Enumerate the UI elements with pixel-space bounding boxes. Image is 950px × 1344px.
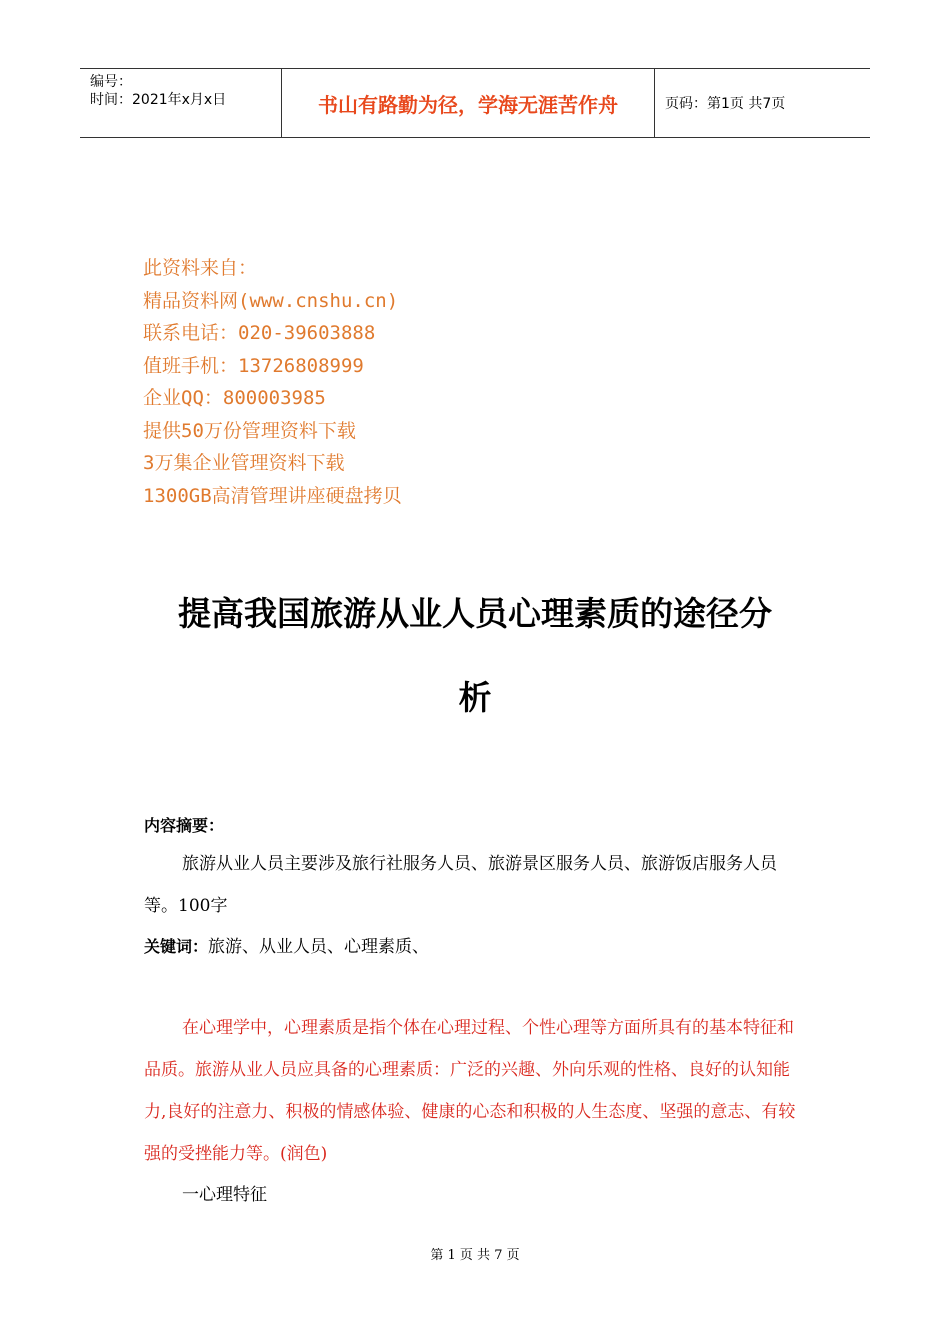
source-line: 联系电话：020-39603888 xyxy=(143,322,376,344)
source-line: 提供50万份管理资料下载 xyxy=(143,419,356,442)
time-label: 时间：2021年x月x日 xyxy=(90,92,227,108)
page-header xyxy=(80,68,870,138)
source-line: 企业QQ：800003985 xyxy=(143,387,326,409)
source-line: 3万集企业管理资料下载 xyxy=(143,452,345,474)
header-page-info: 页码：第1页 共7页 xyxy=(665,96,786,112)
number-label: 编号： xyxy=(90,74,132,90)
source-line: 1300GB高清管理讲座硬盘拷贝 xyxy=(143,484,402,507)
title-line-1: 提高我国旅游从业人员心理素质的途径分 xyxy=(178,594,772,633)
definition-paragraph: 在心理学中，心理素质是指个体在心理过程、个性心理等方面所具有的基本特征和品质。旅游从业人员应具备的心理素质：广泛的兴趣、外向乐观的性格、良好的认知能力,良好的注意力、积极的情感体验、健康的心态和积极的人生态度、坚强的意志、有较强的受挫能力等。(润色) xyxy=(144,1018,796,1164)
keywords-label: 关键词： xyxy=(144,937,209,956)
title-line-2: 析 xyxy=(458,678,492,717)
section-subheading: 一心理特征 xyxy=(182,1185,267,1205)
abstract-text: 旅游从业人员主要涉及旅行社服务人员、旅游景区服务人员、旅游饭店服务人员等。100字 xyxy=(144,854,777,916)
source-line: 此资料来自： xyxy=(143,257,258,279)
header-meta xyxy=(80,69,282,137)
header-motto: 书山有路勤为径，学海无涯苦作舟 xyxy=(282,69,655,137)
keywords-text: 旅游、从业人员、心理素质、 xyxy=(208,937,430,957)
source-info xyxy=(143,252,402,512)
keywords xyxy=(144,926,804,968)
source-line: 值班手机：13726808999 xyxy=(143,354,364,377)
page-footer: 第 1 页 共 7 页 xyxy=(430,1248,520,1263)
document-title xyxy=(95,572,855,740)
abstract-label: 内容摘要： xyxy=(144,816,225,835)
source-line: 精品资料网(www.cnshu.cn) xyxy=(143,289,399,312)
